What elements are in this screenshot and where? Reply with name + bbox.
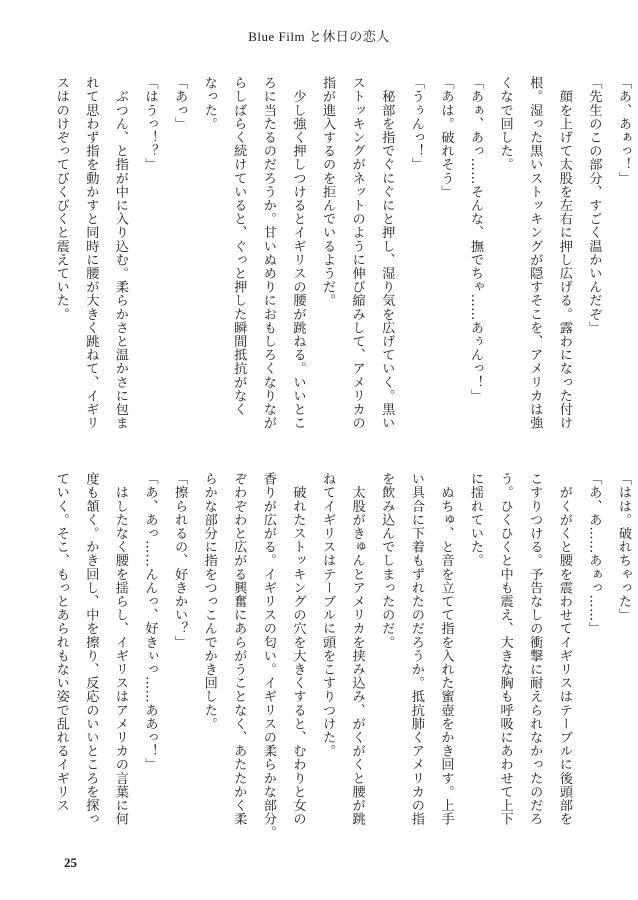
text-line: 少し強く押しつけるとイギリスの腰が跳ねる。いいとこ [290,76,306,430]
text-line: くなで回した。 [497,76,513,172]
text-line: 太股がきゅんとアメリカを挟み込み、がくがくと腰が跳 [349,472,365,826]
text-line: れて思わず指を動かすと同時に腰が大きく跳ねて、イギリ [83,76,99,430]
text-line: ろに当たるのだろうか。甘いぬめりにおもしろくなりなが [260,76,276,430]
text-line: う。ひくひくと中も震え、大きな胸も呼吸にあわせて上下 [497,472,513,826]
text-line: に揺れていた。 [468,472,484,568]
upper-text-block [53,76,638,432]
lower-text-block [53,472,638,840]
text-line: 「はうっ！？」 [142,76,158,172]
text-line: 指が進入するのを拒んでいるようだ。 [320,76,336,308]
text-line: 「はは。破れちゃった」 [616,472,631,622]
text-line: 「あっ」 [172,76,188,131]
text-line: はしたなく腰を揺らし、イギリスはアメリカの言葉に何 [112,472,128,826]
text-line: らしばらく続けていると、ぐっと押した瞬間抵抗がなく [231,76,247,416]
text-line: 顔を上げて太股を左右に押し広げる。露わになった付け [556,76,572,430]
text-line: い具合に下着もずれたのだろうか。抵抗肺くアメリカの指 [408,472,424,826]
text-line: がくがくと腰を震わせてイギリスはテーブルに後頭部を [556,472,572,826]
text-line: 「あは。破れそう」 [438,76,454,199]
page-number: 25 [64,855,77,870]
text-line: 破れたストッキングの穴を大きくすると、むわりと女の [290,472,306,826]
text-line: こすりつける。予告なしの衝撃に耐えられなかったのだろ [527,472,543,826]
running-header: Blue Film と休日の恋人 [248,29,390,44]
text-line: スはのけぞってびくびくと震えていた。 [53,76,69,321]
text-line: なった。 [201,76,217,131]
text-line: 「あ、あ……あぁっ……」 [586,472,602,636]
text-line: 根。湿った黒いストッキングが隠すそこを、アメリカは強 [527,76,543,430]
text-line: 「先生のこの部分、すごく温かいんだぞ」 [586,76,602,335]
text-line: ぞわぞわと広がる興奮にあらがうことなく、あたたかく柔 [231,472,247,826]
text-line: 「あぁ、あっ……そんな、撫でちゃ……あぅんっ！」 [468,76,484,403]
text-line: ぶつん、と指が中に入り込む。柔らかさと温かさに包ま [112,76,128,430]
text-line: 「うぅんっ！」 [408,76,424,172]
text-line: 「擦られるの、好きかい？」 [172,472,188,649]
text-line: 香りが広がる。イギリスの匂い。イギリスの柔らかな部分。 [260,472,276,840]
text-line: 「あ、あぁっ！」 [616,76,631,185]
text-line: ていく。そこ、もっとあられもない姿で乱れるイギリス [53,472,69,812]
text-line: ストッキングがネットのように伸び縮みして、アメリカの [349,76,365,430]
text-line: を飲み込んでしまったのだ。 [379,472,395,649]
text-line: らかな部分に指をつっこんでかき回した。 [201,472,217,731]
text-line: ねてイギリスはテーブルに頭をこすりつけた。 [320,472,336,758]
text-line: ぬちゅ、と音を立てて指を入れた蜜壺をかき回す。上手 [438,472,454,826]
text-line: 度も頷く。かき回し、中を擦り、反応のいいところを探っ [83,472,99,826]
text-line: 「あ、あっ……んんっ、好きぃっ……ああっ！」 [142,472,158,772]
text-line: 秘部を指でぐにぐにと押し、湿り気を広げていく。黒い [379,76,395,430]
